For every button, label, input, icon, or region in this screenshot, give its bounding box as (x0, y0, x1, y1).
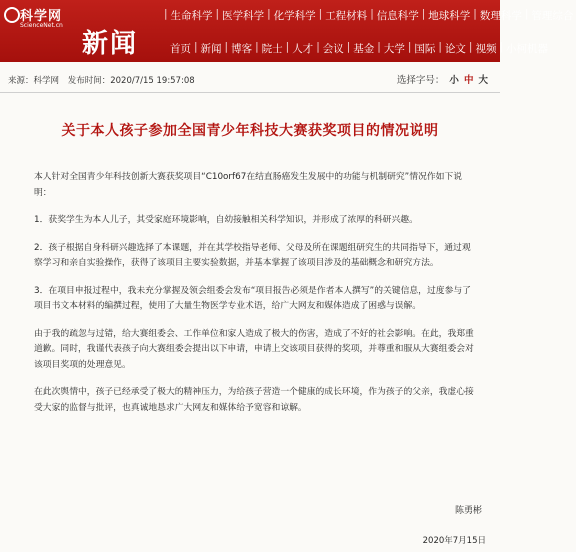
article-meta (8, 74, 201, 86)
category-nav-item[interactable]: 医学科学 (222, 10, 265, 22)
article-paragraph: 由于我的疏忽与过错，给大赛组委会、工作单位和家人造成了极大的伤害，造成了不好的社会影响。在此，我郑重道歉。同时，我谨代表孩子向大赛组委会提出以下申请，申请上交该项目获得的奖项，并尊重和服从大赛组委会对该项目奖项的处理意见。 (34, 328, 474, 370)
sub-nav-item[interactable]: 视频 (475, 43, 497, 55)
logo-url: ScienceNet.cn (20, 22, 63, 29)
font-size-medium-button[interactable]: 中 (463, 75, 474, 86)
category-nav-item[interactable]: 生命科学 (170, 10, 213, 22)
logo-icon (4, 7, 20, 23)
sub-nav-item[interactable]: 会议 (322, 43, 344, 55)
site-header (0, 0, 574, 62)
category-nav-item[interactable]: 化学科学 (273, 10, 316, 22)
article-paragraph: 本人针对全国青少年科技创新大赛获奖项目“C10orf67在结直肠癌发生发展中的功能与机制研究”情况作如下说明： (34, 172, 463, 198)
font-size-small-button[interactable]: 小 (449, 75, 459, 86)
article-paragraph: 在此次舆情中，孩子已经承受了极大的精神压力，为给孩子营造一个健康的成长环境，作为孩子的父亲，我虚心接受大家的监督与批评，也真诚地恳求广大网友和媒体给予宽容和谅解。 (34, 387, 474, 413)
sub-nav-item[interactable]: 小柯机器 (506, 43, 549, 55)
article-body (34, 170, 478, 428)
font-size-selector (397, 72, 488, 86)
sub-nav: 首页 | 新闻 | 博客 | 院士 | 人才 | 会议 | 基金 | 大学 | 国际 | 论文 | 视频 | 小柯机器 (167, 41, 500, 56)
article-title: 关于本人孩子参加全国青少年科技大赛获奖项目的情况说明 (61, 123, 439, 139)
sub-nav-item[interactable]: 基金 (353, 43, 375, 55)
category-nav-item[interactable]: 信息科学 (376, 10, 419, 22)
article-meta-bar (0, 62, 500, 93)
sub-nav-item[interactable]: 国际 (414, 43, 436, 55)
article-source: 来源：科学网 (8, 76, 60, 86)
font-size-large-button[interactable]: 大 (478, 75, 488, 86)
article-paragraph: 1．获奖学生为本人儿子，其受家庭环境影响，自幼接触相关科学知识，并形成了浓厚的科研兴趣。 (34, 215, 418, 225)
sub-nav-item[interactable]: 新闻 (200, 43, 222, 55)
section-title: 新闻 (82, 29, 139, 59)
category-nav-item[interactable]: 地球科学 (428, 10, 471, 22)
article-published-time: 发布时间：2020/7/15 19:57:08 (67, 76, 195, 86)
category-nav-item[interactable]: 数理科学 (479, 10, 522, 22)
logo-text: 科学网 (20, 9, 63, 24)
font-size-label: 选择字号： (396, 75, 445, 86)
site-logo[interactable] (4, 6, 63, 32)
article-signature: 陈勇彬 (454, 506, 482, 516)
category-nav-item[interactable]: 工程材料 (325, 10, 368, 22)
article-paragraph: 3．在项目申报过程中，我未充分掌握及领会组委会发布“项目报告必须是作者本人撰写”的关键信息，过度参与了项目书文本材料的编撰过程，使用了大量生物医学专业术语，给广大网友和媒体造成了困惑与误解。 (34, 285, 471, 311)
article-paragraph: 2．孩子根据自身科研兴趣选择了本课题，并在其学校指导老师、父母及所在课题组研究生的共同指导下，通过观察学习和亲自实验操作，获得了该项目主要实验数据，并基本掌握了该项目涉及的基础概念和研究方法。 (34, 242, 471, 268)
article-date: 2020年7月15日 (422, 536, 486, 546)
sub-nav-item[interactable]: 首页 (170, 43, 191, 55)
category-nav: | 生命科学 | 医学科学 | 化学科学 | 工程材料 | 信息科学 | 地球科学 | 数理科学 | 管理综合 (164, 8, 500, 23)
category-nav-item[interactable]: 管理综合 (531, 10, 574, 22)
sub-nav-item[interactable]: 博客 (231, 43, 253, 55)
sub-nav-item[interactable]: 论文 (444, 43, 466, 55)
sub-nav-item[interactable]: 人才 (292, 43, 314, 55)
sub-nav-item[interactable]: 大学 (383, 43, 405, 55)
sub-nav-item[interactable]: 院士 (261, 43, 283, 55)
